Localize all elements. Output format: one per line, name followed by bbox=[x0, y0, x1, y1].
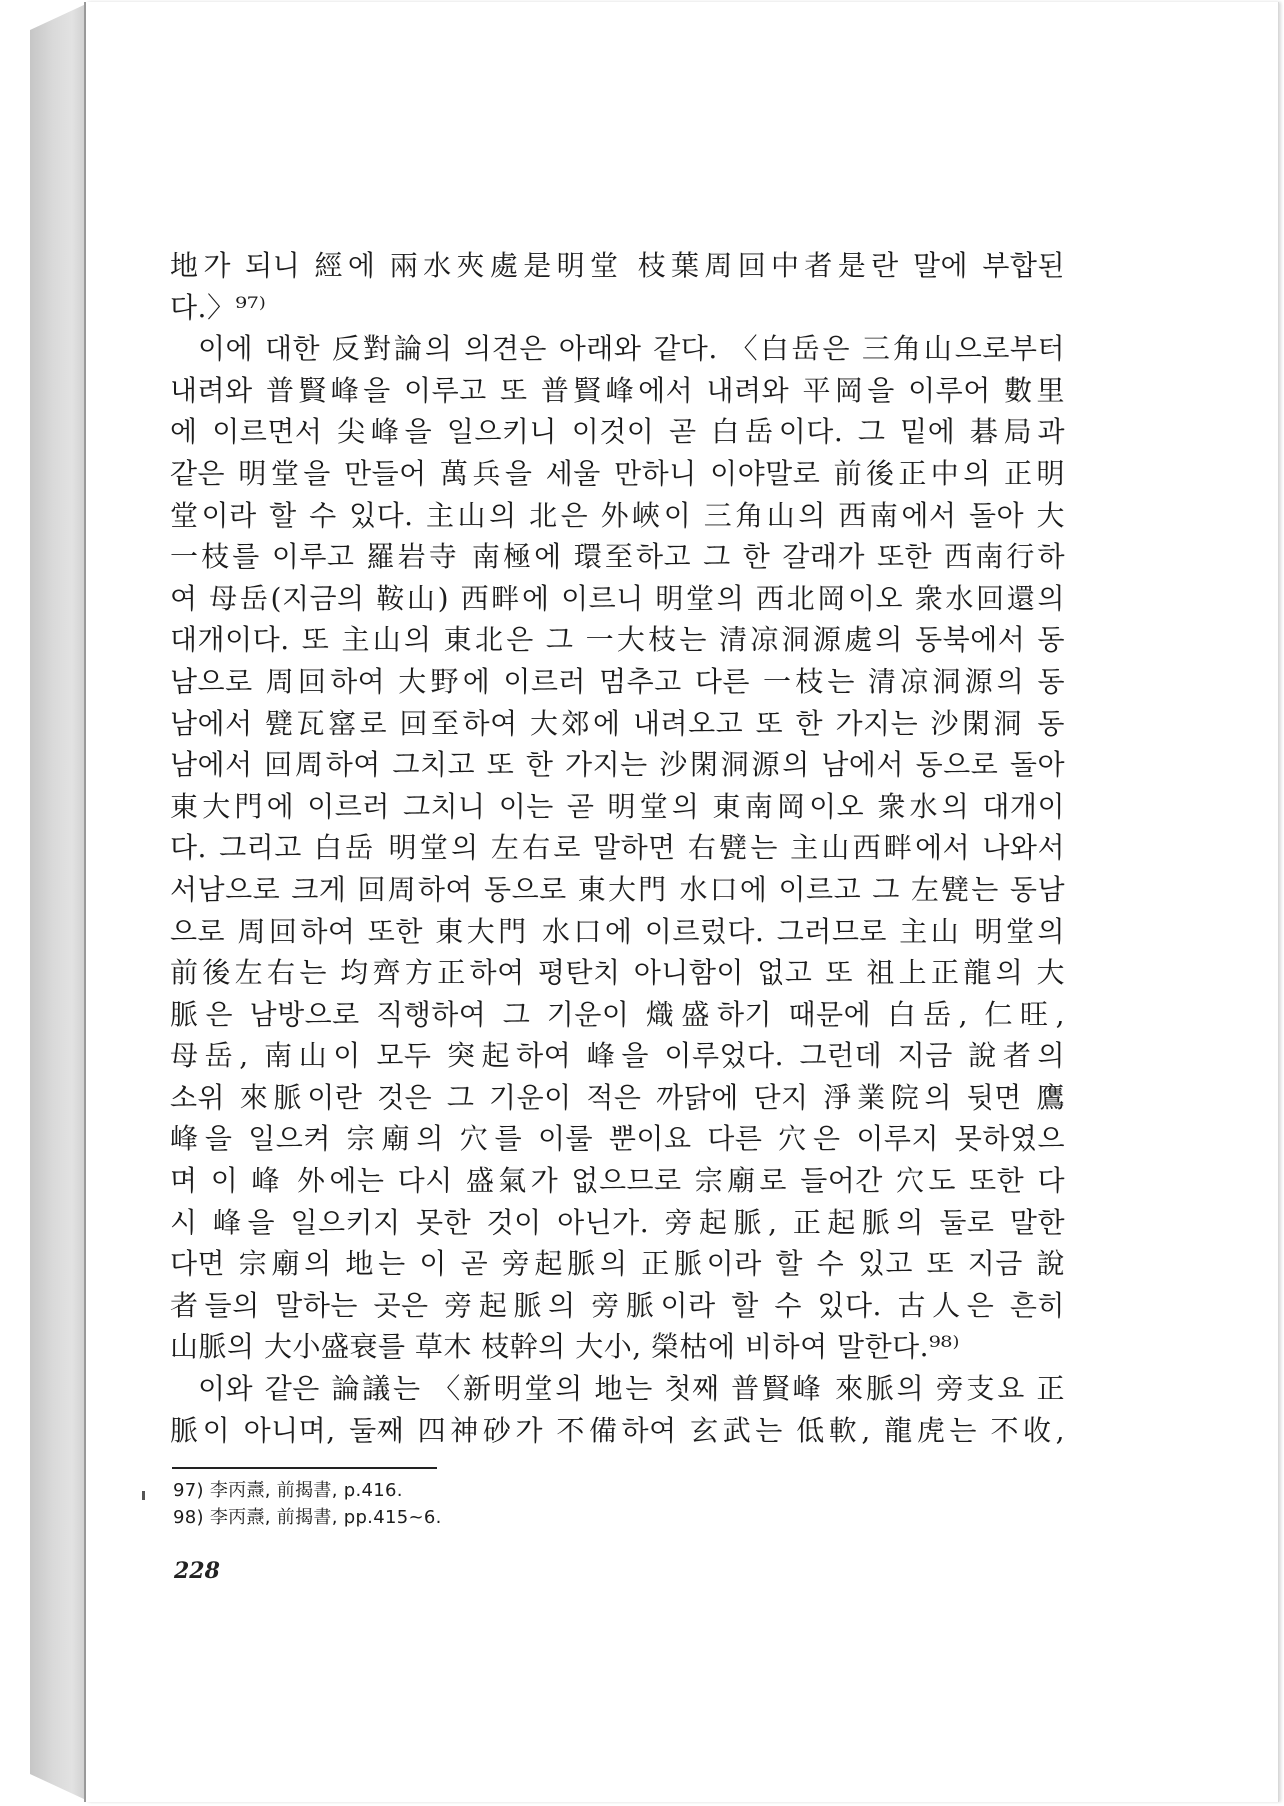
text-line: 다면 宗廟의 地는 이 곧 旁起脈의 正脈이라 할 수 있고 또 지금 說 bbox=[170, 1247, 1065, 1281]
text-line: 시 峰을 일으키지 못한 것이 아닌가. 旁起脈, 正起脈의 둘로 말한 bbox=[170, 1205, 1065, 1239]
text-line: 脈은 남방으로 직행하여 그 기운이 熾盛하기 때문에 白岳, 仁旺, bbox=[170, 997, 1065, 1031]
text-line: 前後左右는 均齊方正하여 평탄치 아니함이 없고 또 祖上正龍의 大 bbox=[170, 956, 1065, 990]
text-line: 며 이 峰 外에는 다시 盛氣가 없으므로 宗廟로 들어간 穴도 또한 다 bbox=[170, 1164, 1065, 1198]
text-line: 대개이다. 또 主山의 東北은 그 一大枝는 清凉洞源處의 동북에서 동 bbox=[170, 623, 1065, 657]
text-line: 에 이르면서 尖峰을 일으키니 이것이 곧 白岳이다. 그 밑에 碁局과 bbox=[170, 415, 1065, 449]
text-line: 다. 그리고 白岳 明堂의 左右로 말하면 右甓는 主山西畔에서 나와서 bbox=[170, 831, 1065, 865]
page-number: 228 bbox=[174, 1558, 220, 1584]
text-line: 남에서 甓瓦窰로 回至하여 大郊에 내려오고 또 한 가지는 沙閑洞 동 bbox=[170, 706, 1065, 740]
footnotes bbox=[173, 1477, 442, 1531]
text-line: 내려와 普賢峰을 이루고 또 普賢峰에서 내려와 平岡을 이루어 數里 bbox=[170, 373, 1065, 407]
text-line: 山脈의 大小盛衰를 草木 枝幹의 大小, 榮枯에 비하여 말한다.⁹⁸⁾ bbox=[170, 1330, 960, 1364]
footnote-divider bbox=[172, 1467, 437, 1469]
text-line: 으로 周回하여 또한 東大門 水口에 이르렀다. 그러므로 主山 明堂의 bbox=[170, 914, 1065, 948]
text-line: 다.〉⁹⁷⁾ bbox=[170, 290, 267, 324]
body-text bbox=[170, 245, 1065, 1451]
text-line: 여 母岳(지금의 鞍山) 西畔에 이르니 明堂의 西北岡이오 衆水回還의 bbox=[170, 581, 1065, 615]
text-line: 者들의 말하는 곳은 旁起脈의 旁脈이라 할 수 있다. 古人은 흔히 bbox=[170, 1288, 1065, 1322]
margin-mark bbox=[142, 1491, 145, 1500]
text-line: 이에 대한 反對論의 의견은 아래와 같다. 〈白岳은 三角山으로부터 bbox=[198, 332, 1065, 366]
text-line: 東大門에 이르러 그치니 이는 곧 明堂의 東南岡이오 衆水의 대개이 bbox=[170, 789, 1065, 823]
text-line: 堂이라 할 수 있다. 主山의 北은 外峽이 三角山의 西南에서 돌아 大 bbox=[170, 498, 1065, 532]
footnote-98: 98) 李丙燾, 前揭書, pp.415~6. bbox=[173, 1507, 442, 1528]
text-line: 남에서 回周하여 그치고 또 한 가지는 沙閑洞源의 남에서 동으로 돌아 bbox=[170, 748, 1065, 782]
text-line: 이와 같은 論議는 〈新明堂의 地는 첫째 普賢峰 來脈의 旁支요 正 bbox=[198, 1372, 1065, 1406]
text-line: 峰을 일으켜 宗廟의 穴를 이룰 뿐이요 다른 穴은 이루지 못하였으 bbox=[170, 1122, 1065, 1156]
text-line: 脈이 아니며, 둘째 四神砂가 不備하여 玄武는 低軟, 龍虎는 不收, bbox=[170, 1413, 1065, 1447]
text-line: 一枝를 이루고 羅岩寺 南極에 環至하고 그 한 갈래가 또한 西南行하 bbox=[170, 540, 1065, 574]
text-line: 서남으로 크게 回周하여 동으로 東大門 水口에 이르고 그 左甓는 동남 bbox=[170, 872, 1065, 906]
text-line: 母岳, 南山이 모두 突起하여 峰을 이루었다. 그런데 지금 說者의 bbox=[170, 1039, 1065, 1073]
text-line: 소위 來脈이란 것은 그 기운이 적은 까닭에 단지 淨業院의 뒷면 鷹 bbox=[170, 1080, 1065, 1114]
footnote-97: 97) 李丙燾, 前揭書, p.416. bbox=[173, 1480, 403, 1501]
text-line: 地가 되니 經에 兩水夾處是明堂 枝葉周回中者是란 말에 부합된 bbox=[170, 249, 1065, 282]
book-spine bbox=[30, 4, 86, 1800]
text-line: 남으로 周回하여 大野에 이르러 멈추고 다른 一枝는 清凉洞源의 동 bbox=[170, 664, 1065, 698]
text-line: 같은 明堂을 만들어 萬兵을 세울 만하니 이야말로 前後正中의 正明 bbox=[170, 456, 1065, 490]
